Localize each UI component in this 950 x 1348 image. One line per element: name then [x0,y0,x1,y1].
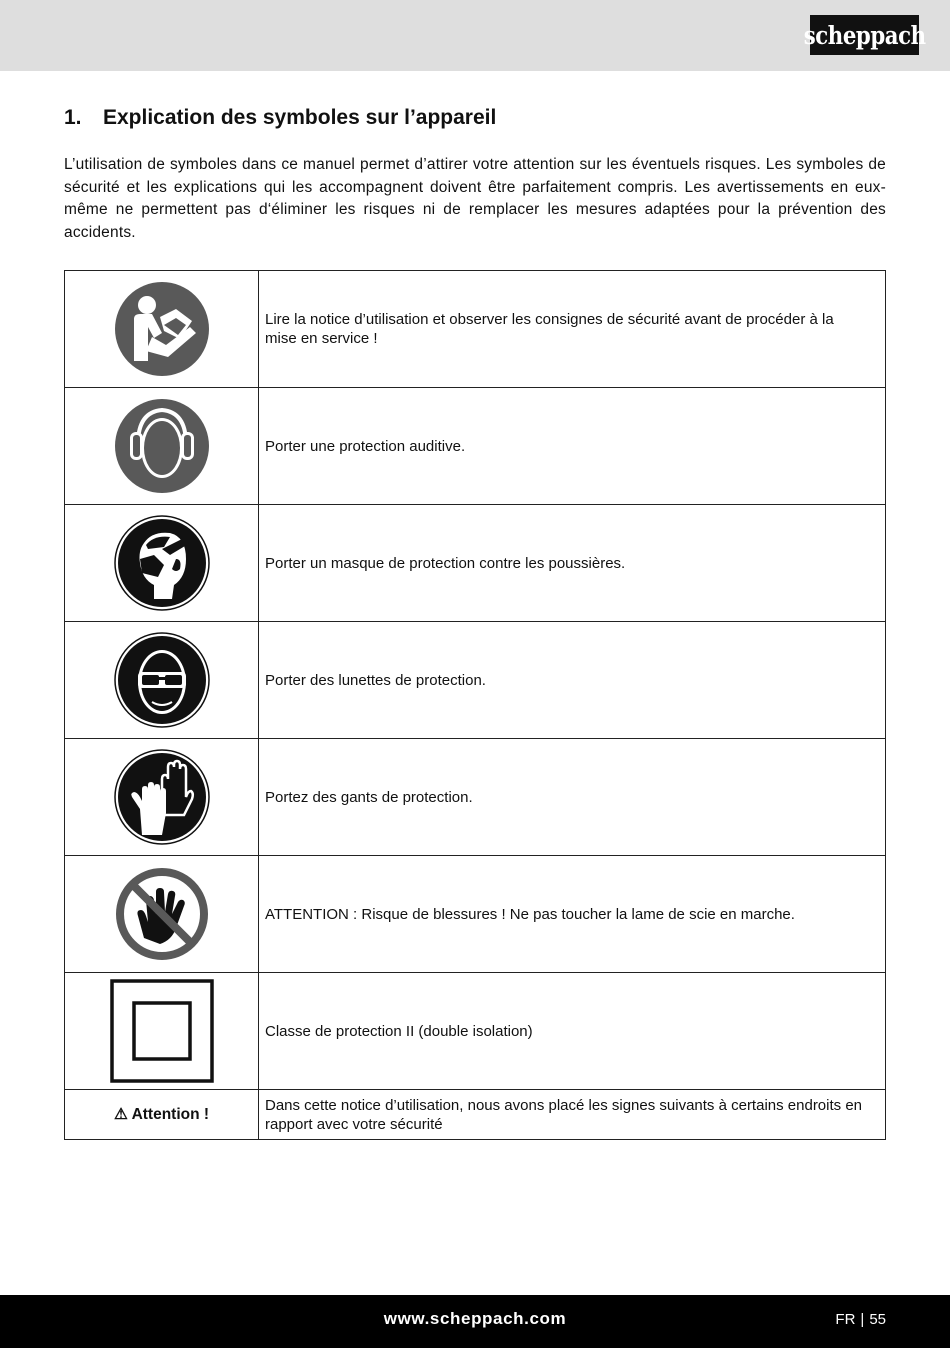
symbol-icon-cell [65,388,259,505]
symbol-row [65,388,886,505]
page-number-value: 55 [869,1311,886,1328]
symbol-icon-cell [65,739,259,856]
page-footer [0,1295,950,1348]
scheppach-logo [803,15,926,55]
symbol-description: ATTENTION : Risque de blessures ! Ne pas toucher la lame de scie en marche. [259,856,886,973]
page-header [0,0,950,71]
symbols-table [64,270,886,1140]
symbol-icon-cell [65,271,259,388]
attention-label-text: Attention ! [131,1106,210,1123]
symbol-row [65,271,886,388]
language-code: FR [835,1311,856,1328]
symbol-icon-cell [65,973,259,1090]
dust-mask-icon [114,515,210,611]
symbol-row [65,622,886,739]
read-manual-icon [114,281,210,377]
symbol-description: Lire la notice d’utilisation et observer les consignes de sécurité avant de procéder à la mise en service ! [259,271,886,388]
do-not-touch-icon [114,866,210,962]
attention-label [114,1106,209,1123]
intro-paragraph: L’utilisation de symboles dans ce manuel permet d’attirer votre attention sur les éventuels risques. Les symboles de sécurité et les explications qui les accompagnent doivent être parfaitement compris. Les avertissements en eux-même ne permettent pas d‘éliminer les risques ni de remplacer les mesures adaptées pour la prévention des accidents. [64,156,886,241]
page-number [835,1311,886,1328]
symbol-icon-cell [65,505,259,622]
symbol-row [65,505,886,622]
website-link[interactable]: www.scheppach.com [383,1309,567,1328]
warning-triangle-icon: ⚠ [113,1106,128,1123]
symbol-icon-cell [65,856,259,973]
double-insulation-icon [110,979,214,1083]
symbol-icon-cell [65,622,259,739]
attention-row [65,1090,886,1140]
page-separator: | [860,1311,865,1328]
section-number: 1. [64,106,82,129]
symbol-description: Porter un masque de protection contre les poussières. [259,505,886,622]
ear-protection-icon [114,398,210,494]
symbol-row [65,739,886,856]
section-title [64,106,496,130]
safety-goggles-icon [114,632,210,728]
symbol-row [65,973,886,1090]
section-title-text: Explication des symboles sur l’appareil [103,106,497,129]
symbol-description: Porter une protection auditive. [259,388,886,505]
symbol-description: Portez des gants de protection. [259,739,886,856]
attention-description: Dans cette notice d’utilisation, nous avons placé les signes suivants à certains endroits en rapport avec votre sécurité [259,1090,886,1140]
logo-text: scheppach [803,20,926,50]
symbol-row [65,856,886,973]
attention-cell [65,1090,259,1140]
symbol-description: Classe de protection II (double isolation) [259,973,886,1090]
protective-gloves-icon [114,749,210,845]
symbol-description: Porter des lunettes de protection. [259,622,886,739]
